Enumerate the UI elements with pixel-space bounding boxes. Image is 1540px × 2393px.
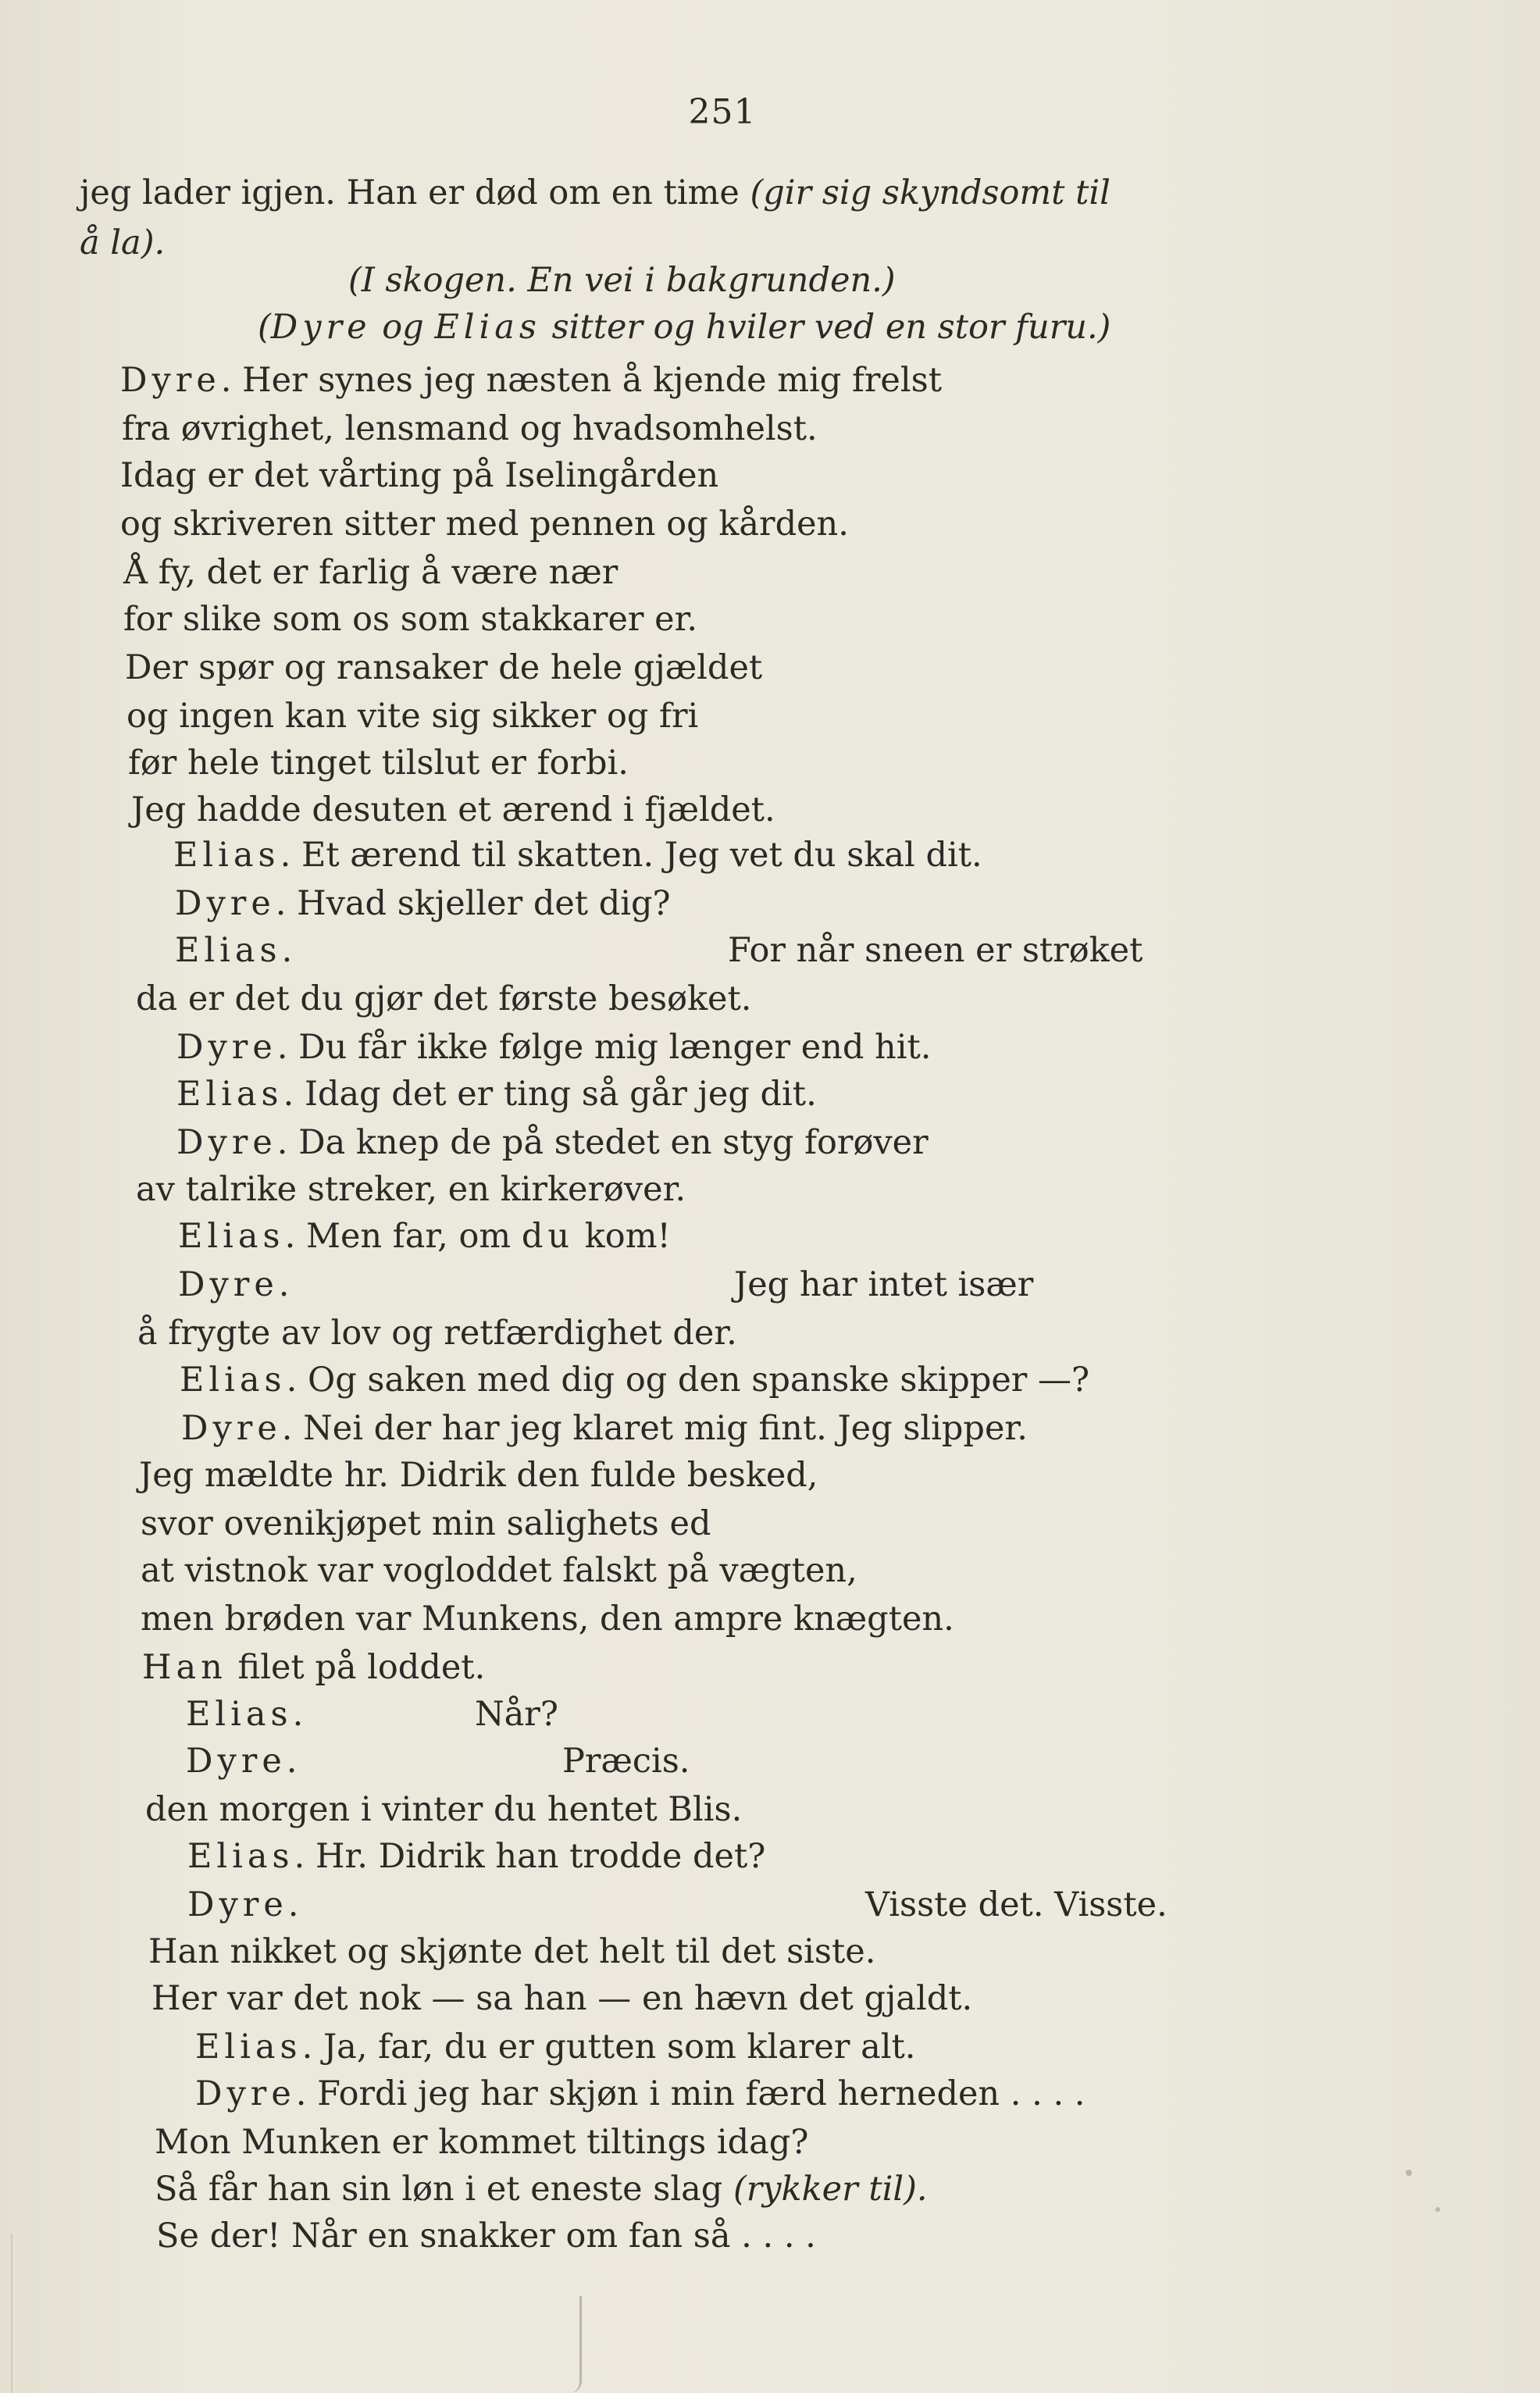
stage-direction: og [371, 308, 435, 347]
line-text: Mon Munken er kommet tiltings idag? [155, 2123, 809, 2162]
line-text: at vistnok var vogloddet falskt på vægten, [141, 1551, 857, 1590]
line-text: Så får han sin løn i et eneste slag [155, 2170, 733, 2209]
text-line [123, 600, 698, 639]
speaker-name: Dyre [270, 308, 372, 347]
line-text: . Her synes jeg næsten å kjende mig frelst [220, 361, 942, 400]
line-text: men brøden var Munkens, den ampre knægten. [141, 1599, 954, 1639]
text-line [148, 1932, 876, 1971]
page-speck [1406, 2170, 1412, 2176]
text-line [125, 648, 763, 687]
text-line [152, 1979, 973, 2018]
line-text: kom! [574, 1217, 671, 1256]
line-text: . [292, 1695, 304, 1734]
speaker-name: Elias [175, 931, 282, 970]
line-text: å frygte av lov og retfærdighet der. [137, 1314, 737, 1353]
speaker-name: Dyre [176, 1028, 277, 1067]
continued-verse: Visste det. Visste. [865, 1885, 1167, 1924]
text-line [258, 308, 1111, 347]
text-line [122, 409, 818, 448]
line-text: Der spør og ransaker de hele gjældet [125, 648, 763, 687]
text-line [176, 1028, 932, 1067]
line-text: Se der! Når en snakker om fan så . . . . [156, 2216, 816, 2256]
text-line [128, 744, 629, 783]
line-text: . Og saken med dig og den spanske skipper —? [286, 1361, 1090, 1400]
text-line [180, 1361, 1090, 1400]
speaker-name: Dyre [178, 1265, 279, 1304]
speaker-name: Elias [186, 1695, 293, 1734]
stage-direction: (rykker til). [733, 2170, 928, 2209]
speaker-name: Dyre [195, 2074, 296, 2113]
line-text: . Et ærend til skatten. Jeg vet du skal dit. [280, 836, 982, 875]
stage-direction: å la). [80, 223, 166, 262]
speaker-name: Elias [434, 308, 541, 347]
line-text: . Nei der har jeg klaret mig fint. Jeg slipper. [281, 1409, 1028, 1448]
speaker-name: Elias [178, 1217, 285, 1256]
text-line [175, 884, 671, 923]
line-text: svor ovenikjøpet min salighets ed [141, 1504, 711, 1543]
text-line [141, 1599, 954, 1639]
line-text: . Hr. Didrik han trodde det? [294, 1837, 766, 1876]
text-line [131, 790, 775, 829]
continued-verse: Når? [475, 1695, 558, 1734]
line-text: . Men far, om [284, 1217, 522, 1256]
speaker-name: Dyre [176, 1123, 277, 1162]
speaker-name: Elias [187, 1837, 294, 1876]
text-line [120, 456, 719, 495]
text-line [156, 2216, 816, 2256]
text-line [155, 2123, 809, 2162]
text-line [141, 1551, 857, 1590]
line-text: Han nikket og skjønte det helt til det siste. [148, 1932, 876, 1971]
text-line [136, 979, 752, 1018]
page-edge-mark [570, 2296, 582, 2393]
speaker-name: Elias [195, 2027, 302, 2067]
text-line [173, 836, 982, 875]
text-line [178, 1265, 290, 1304]
line-text: da er det du gjør det første besøket. [136, 979, 752, 1018]
line-text: Her var det nok — sa han — en hævn det gjaldt. [152, 1979, 973, 2018]
text-line [139, 1456, 818, 1495]
continued-verse: Præcis. [562, 1742, 690, 1781]
line-text: . Fordi jeg har skjøn i min færd herneden . . . . [295, 2074, 1085, 2113]
text-line [123, 553, 618, 592]
line-text: og ingen kan vite sig sikker og fri [127, 697, 699, 736]
line-text: og skriveren sitter med pennen og kården. [120, 505, 849, 544]
text-line [127, 697, 699, 736]
text-line [181, 1409, 1028, 1448]
line-text: Å fy, det er farlig å være nær [123, 553, 618, 592]
text-line [195, 2027, 916, 2067]
speaker-name: Elias [173, 836, 280, 875]
text-line [80, 173, 1110, 212]
text-line [186, 1742, 298, 1781]
stage-direction: sitter og hviler ved en stor furu.) [540, 308, 1111, 347]
line-text: . [281, 931, 293, 970]
text-line [145, 1790, 743, 1829]
speaker-name: Dyre [120, 361, 221, 400]
line-text: for slike som os som stakkarer er. [123, 600, 698, 639]
text-line [178, 1217, 671, 1256]
speaker-name: du [521, 1217, 575, 1256]
line-text: Idag er det vårting på Iselingården [120, 456, 719, 495]
text-line [176, 1075, 817, 1114]
line-text: . Hvad skjeller det dig? [275, 884, 671, 923]
line-text: av talrike streker, en kirkerøver. [136, 1170, 686, 1209]
text-line [186, 1695, 304, 1734]
text-line [195, 2074, 1085, 2113]
line-text: jeg lader igjen. Han er død om en time [80, 173, 750, 212]
text-line [136, 1170, 686, 1209]
line-text: filet på loddet. [226, 1648, 486, 1687]
speaker-name: Dyre [186, 1742, 287, 1781]
stage-direction: (I skogen. En vei i bakgrunden.) [348, 261, 896, 300]
line-text: . [287, 1885, 299, 1924]
text-line [120, 505, 849, 544]
line-text: . Ja, far, du er gutten som klarer alt. [301, 2027, 916, 2067]
speaker-name: Elias [176, 1075, 283, 1114]
continued-verse: Jeg har intet især [734, 1265, 1034, 1304]
text-line [175, 931, 293, 970]
line-text: Jeg mældte hr. Didrik den fulde besked, [139, 1456, 818, 1495]
line-text: før hele tinget tilslut er forbi. [128, 744, 629, 783]
line-text: . [278, 1265, 290, 1304]
text-line [187, 1837, 766, 1876]
text-line [80, 223, 166, 262]
speaker-name: Dyre [181, 1409, 282, 1448]
speaker-name: Han [142, 1648, 227, 1687]
text-line [142, 1648, 486, 1687]
text-line [137, 1314, 737, 1353]
stage-direction: ( [258, 308, 271, 347]
stage-direction: (gir sig skyndsomt til [750, 173, 1110, 212]
line-text: fra øvrighet, lensmand og hvadsomhelst. [122, 409, 818, 448]
line-text: . Da knep de på stedet en styg forøver [276, 1123, 929, 1162]
speaker-name: Elias [180, 1361, 287, 1400]
page-edge-rule [11, 2234, 12, 2393]
text-line [120, 361, 942, 400]
text-line [141, 1504, 711, 1543]
page-number: 251 [688, 92, 757, 132]
line-text: Jeg hadde desuten et ærend i fjældet. [131, 790, 775, 829]
speaker-name: Dyre [187, 1885, 288, 1924]
text-line [187, 1885, 299, 1924]
line-text: den morgen i vinter du hentet Blis. [145, 1790, 743, 1829]
speaker-name: Dyre [175, 884, 276, 923]
text-line [176, 1123, 929, 1162]
line-text: . Idag det er ting så går jeg dit. [283, 1075, 817, 1114]
text-line [155, 2170, 928, 2209]
line-text: . [286, 1742, 298, 1781]
page-speck [1435, 2207, 1440, 2212]
line-text: . Du får ikke følge mig længer end hit. [276, 1028, 932, 1067]
continued-verse: For når sneen er strøket [728, 931, 1143, 970]
text-line [348, 261, 896, 300]
